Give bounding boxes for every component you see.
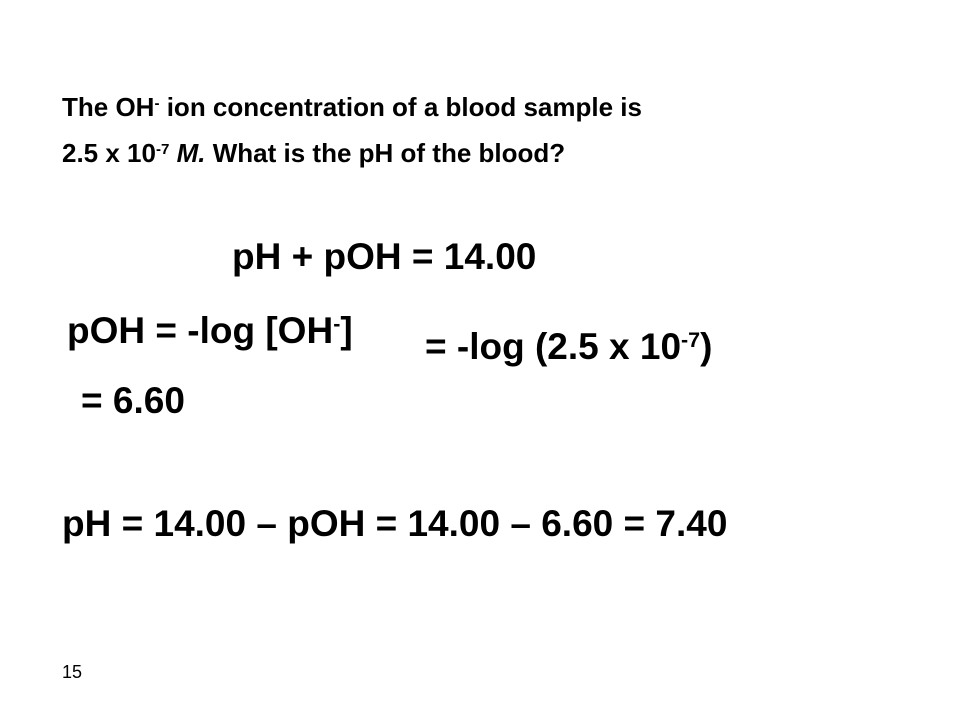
poh-definition-prefix: pOH = -log [OH (67, 310, 334, 351)
question-line-1-superscript: - (154, 94, 160, 112)
question-line-2 (62, 138, 565, 169)
question-line-2-prefix: 2.5 x 10 (62, 138, 156, 168)
ph-result-equation: pH = 14.00 – pOH = 14.00 – 6.60 = 7.40 (62, 503, 728, 544)
poh-result: = 6.60 (81, 380, 185, 421)
poh-definition-superscript: - (333, 312, 341, 337)
question-line-2-suffix: What is the pH of the blood? (205, 138, 566, 168)
question-line-2-unit: M. (169, 138, 206, 168)
question-line-1 (62, 92, 642, 123)
question-line-1-prefix: The OH (62, 92, 155, 122)
poh-definition-suffix: ] (340, 310, 353, 351)
ph-poh-sum-equation: pH + pOH = 14.00 (232, 236, 537, 277)
poh-calculation-prefix: = -log (2.5 x 10 (425, 326, 682, 367)
poh-definition-equation (67, 310, 353, 352)
poh-calculation-equation (425, 326, 712, 368)
question-line-2-superscript: -7 (155, 140, 170, 158)
question-line-1-suffix: ion concentration of a blood sample is (159, 92, 642, 122)
poh-calculation-suffix: ) (700, 326, 713, 367)
poh-calculation-superscript: -7 (681, 328, 701, 353)
slide-number: 15 (62, 662, 83, 682)
